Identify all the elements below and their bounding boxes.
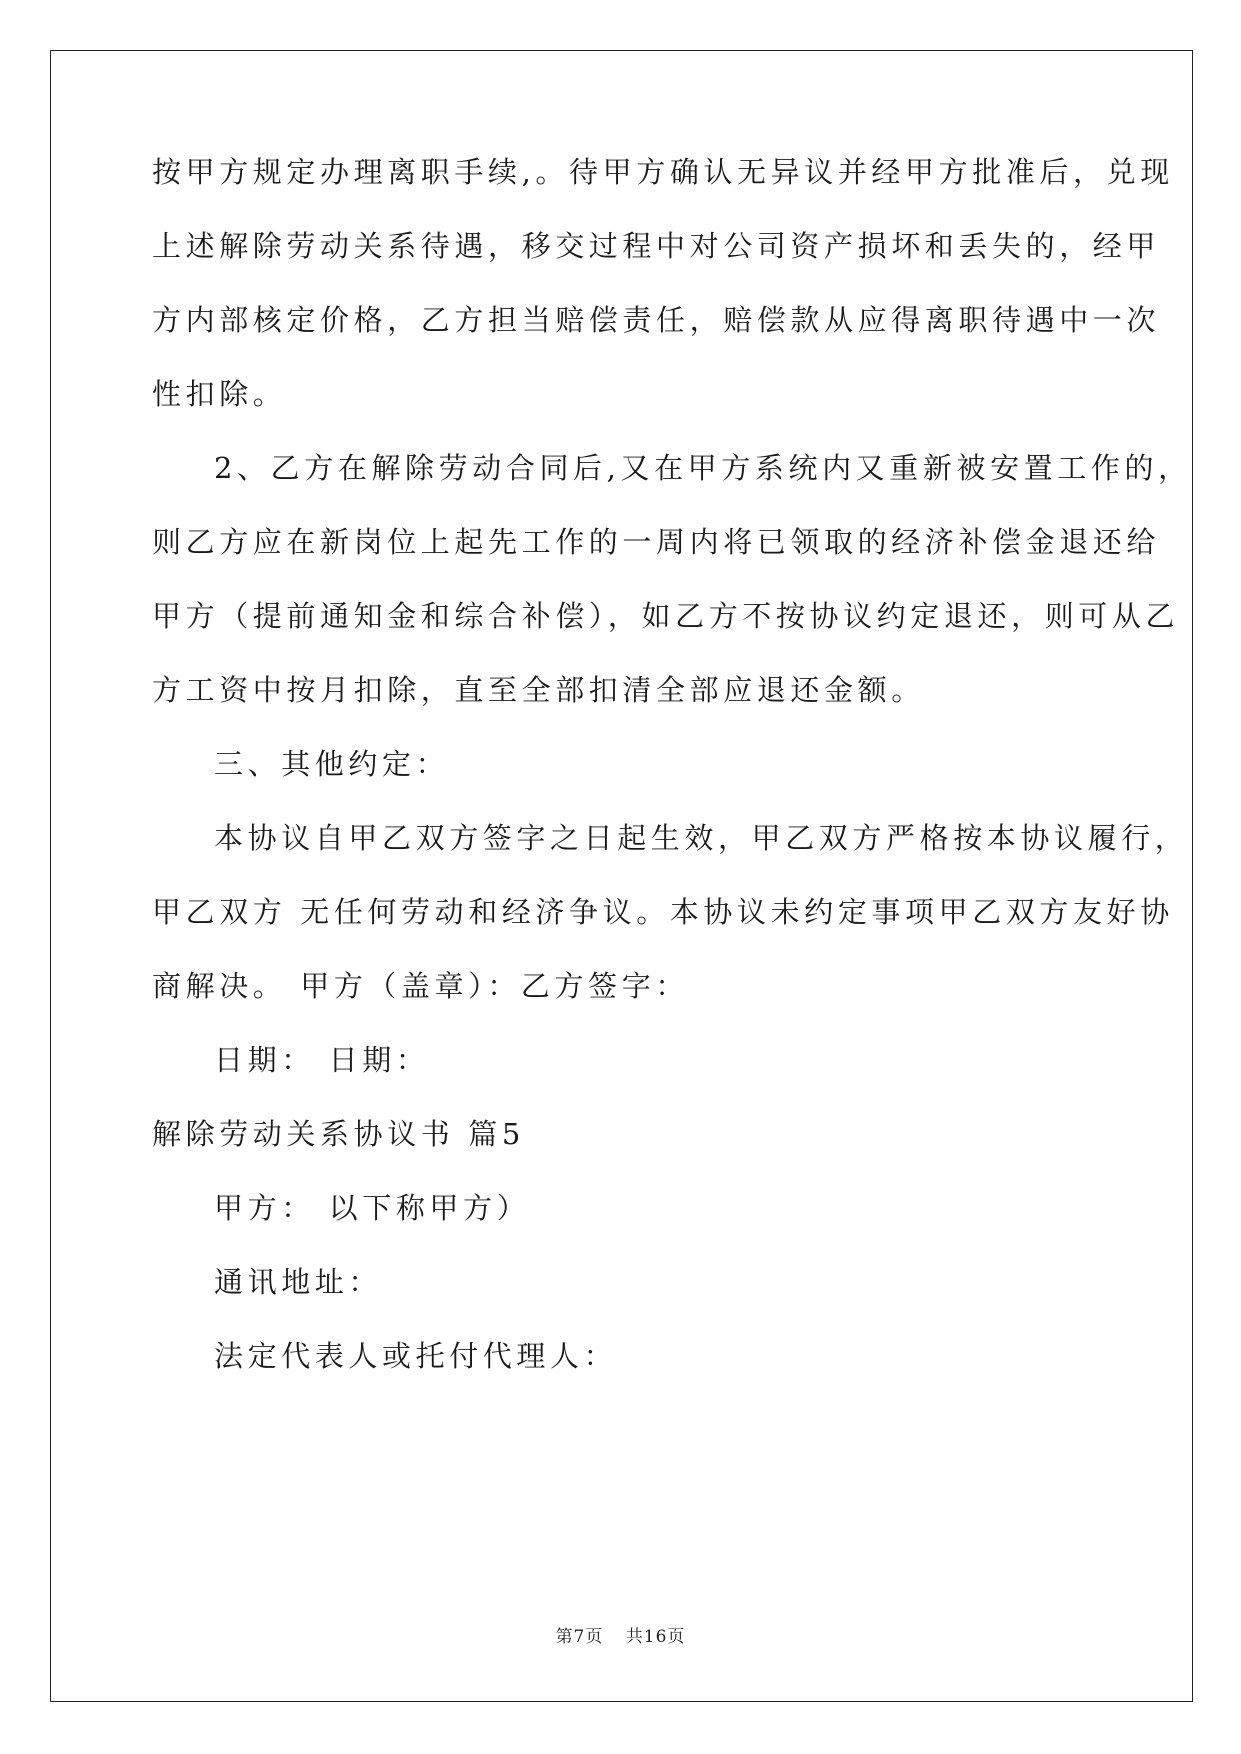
representative-line: 法定代表人或托付代理人： (214, 1339, 618, 1373)
page-number: 第7页 (555, 1627, 604, 1647)
paragraph-line: 方工资中按月扣除，直至全部扣清全部应退还金额。 (152, 673, 925, 707)
paragraph-line: 性扣除。 (152, 377, 287, 411)
date-line: 日期： 日期： (214, 1043, 430, 1077)
page-total: 共16页 (625, 1627, 686, 1647)
document-title: 解除劳动关系协议书 篇5 (152, 1117, 525, 1151)
paragraph-line: 方内部核定价格，乙方担当赔偿责任，赔偿款从应得离职待遇中一次 (152, 303, 1161, 337)
page-border (50, 50, 1193, 1702)
paragraph-line: 则乙方应在新岗位上起先工作的一周内将已领取的经济补偿金退还给 (152, 525, 1161, 559)
address-line: 通讯地址： (214, 1265, 383, 1299)
party-a-line: 甲方： 以下称甲方） (214, 1191, 531, 1225)
paragraph-line: 甲乙双方 无任何劳动和经济争议。本协议未约定事项甲乙双方友好协 (152, 895, 1174, 929)
paragraph-line: 甲方（提前通知金和综合补偿），如乙方不按协议约定退还，则可从乙 (152, 599, 1180, 633)
paragraph-line: 按甲方规定办理离职手续,。待甲方确认无异议并经甲方批准后，兑现 (152, 155, 1174, 189)
paragraph-line: 上述解除劳动关系待遇，移交过程中对公司资产损坏和丢失的，经甲 (152, 229, 1161, 263)
paragraph-line: 2、乙方在解除劳动合同后,又在甲方系统内又重新被安置工作的， (214, 451, 1192, 485)
paragraph-line: 本协议自甲乙双方签字之日起生效，甲乙双方严格按本协议履行， (214, 821, 1189, 855)
page-footer (0, 1622, 1241, 1647)
section-heading: 三、其他约定： (214, 747, 450, 781)
signature-line: 商解决。 甲方（盖章）：乙方签字： (152, 969, 689, 1003)
